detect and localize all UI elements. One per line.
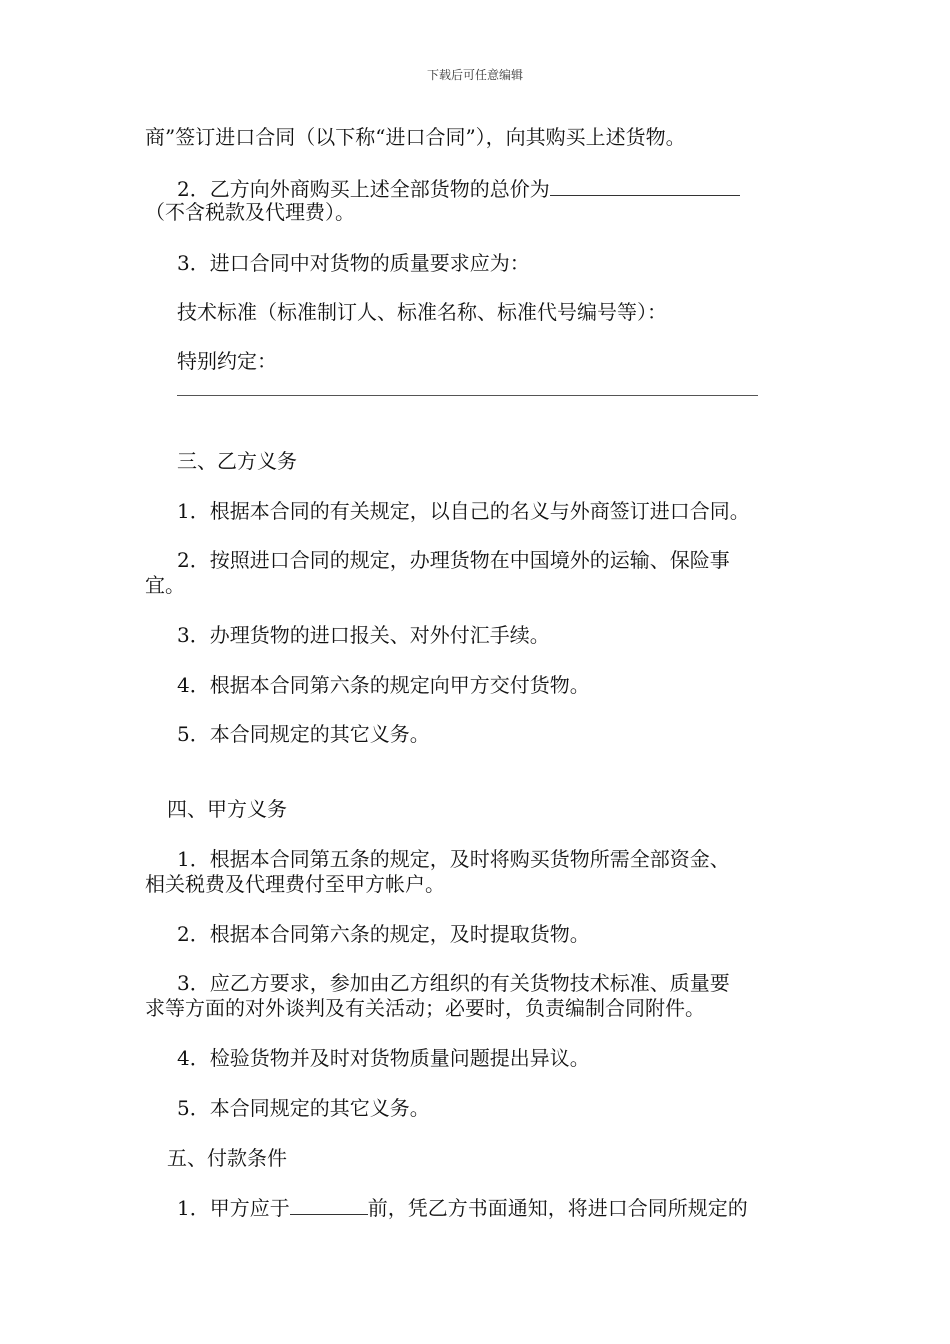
section-heading: 五、付款条件 [167,1146,287,1170]
section-heading: 三、乙方义务 [177,449,297,473]
paragraph-line: 相关税费及代理费付至甲方帐户。 [145,872,445,896]
payment-date-blank [290,1194,368,1215]
payment-date-continuation: 前，凭乙方书面通知，将进口合同所规定的 [367,1196,748,1220]
paragraph-line: 2．根据本合同第六条的规定，及时提取货物。 [177,922,590,946]
paragraph-line: 技术标准（标准制订人、标准名称、标准代号编号等）： [177,300,667,324]
special-terms-blank [177,395,758,396]
paragraph-line [177,175,740,202]
paragraph-line [177,1194,748,1221]
total-price-label: 2．乙方向外商购买上述全部货物的总价为 [177,177,550,201]
paragraph-line: 1．根据本合同第五条的规定，及时将购买货物所需全部资金、 [177,847,730,871]
total-price-blank [550,175,740,196]
paragraph-line: 2．按照进口合同的规定，办理货物在中国境外的运输、保险事 [177,548,730,572]
section-heading: 四、甲方义务 [167,797,287,821]
paragraph-line: 宜。 [145,573,185,597]
payment-date-label: 1．甲方应于 [177,1196,290,1220]
paragraph-line: 特别约定： [177,349,277,373]
paragraph-line: 3．应乙方要求，参加由乙方组织的有关货物技术标准、质量要 [177,971,730,995]
paragraph-line: 4．根据本合同第六条的规定向甲方交付货物。 [177,673,590,697]
paragraph-line: 5．本合同规定的其它义务。 [177,722,430,746]
paragraph-line: 4．检验货物并及时对货物质量问题提出异议。 [177,1046,590,1070]
paragraph-line: 3．进口合同中对货物的质量要求应为： [177,251,530,275]
paragraph-line: 3．办理货物的进口报关、对外付汇手续。 [177,623,550,647]
paragraph-line: 5．本合同规定的其它义务。 [177,1096,430,1120]
paragraph-line: 商”签订进口合同（以下称“进口合同”），向其购买上述货物。 [145,125,686,149]
page-header: 下载后可任意编辑 [426,68,523,82]
paragraph-line: （不含税款及代理费）。 [145,200,355,224]
paragraph-line: 1．根据本合同的有关规定，以自己的名义与外商签订进口合同。 [177,499,750,523]
paragraph-line: 求等方面的对外谈判及有关活动；必要时，负责编制合同附件。 [145,996,705,1020]
